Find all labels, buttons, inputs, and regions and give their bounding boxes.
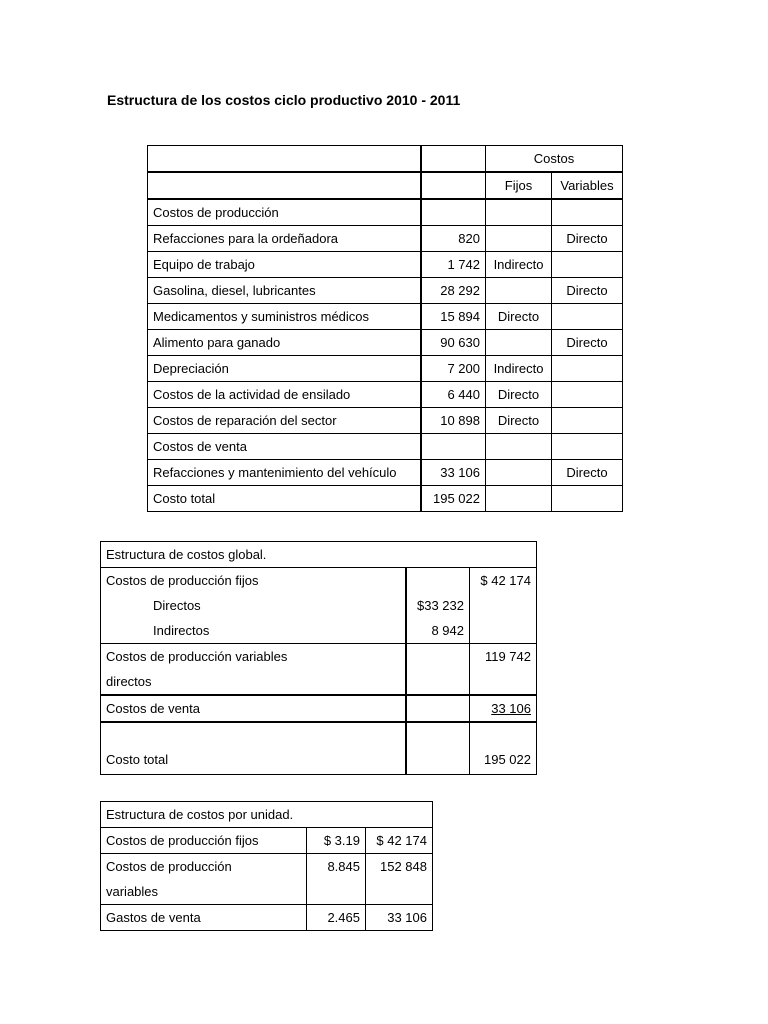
header-variables: Variables — [552, 172, 623, 199]
table-heading-row — [101, 802, 433, 828]
header-costos: Costos — [486, 146, 623, 173]
table-row: Costos de producción fijos $ 42 174 — [101, 568, 537, 594]
table-row: Refacciones para la ordeñadora 820 Directo — [148, 226, 623, 252]
table-row: Gastos de venta 2.465 33 106 — [101, 905, 433, 931]
table-row: Gasolina, diesel, lubricantes 28 292 Directo — [148, 278, 623, 304]
table-row: Costos de producción — [148, 199, 623, 226]
table-row: Indirectos 8 942 — [101, 618, 537, 644]
table-row: Alimento para ganado 90 630 Directo — [148, 330, 623, 356]
table-row: Costo total 195 022 — [148, 486, 623, 512]
global-cost-structure-table — [100, 541, 537, 775]
table-row: Refacciones y mantenimiento del vehículo 33 106 Directo — [148, 460, 623, 486]
table-row: Costos de reparación del sector 10 898 Directo — [148, 408, 623, 434]
table-row: Costos de la actividad de ensilado 6 440 Directo — [148, 382, 623, 408]
table-row: Costos de venta — [148, 434, 623, 460]
cost-structure-table — [147, 145, 623, 512]
table-row: Costos de producción fijos $ 3.19 $ 42 174 — [101, 828, 433, 854]
document-title: Estructura de los costos ciclo productivo 2010 - 2011 — [107, 92, 461, 108]
table-heading-row — [101, 542, 537, 568]
table-subheader-row — [148, 172, 623, 199]
unit-cost-structure-table — [100, 801, 433, 931]
table-header-row — [148, 146, 623, 173]
table-row: Depreciación 7 200 Indirecto — [148, 356, 623, 382]
table-row: Costos de venta 33 106 — [101, 695, 537, 722]
table-row: Equipo de trabajo 1 742 Indirecto — [148, 252, 623, 278]
table-row: Costo total 195 022 — [101, 722, 537, 775]
table-heading: Estructura de costos global. — [101, 542, 537, 568]
table-row: Directos $33 232 — [101, 593, 537, 618]
table-row: Costos de producción variables 8.845 152 848 — [101, 854, 433, 905]
header-fijos: Fijos — [486, 172, 552, 199]
table-row: Costos de producción variables directos 119 742 — [101, 644, 537, 696]
table-row: Medicamentos y suministros médicos 15 894 Directo — [148, 304, 623, 330]
table-heading: Estructura de costos por unidad. — [101, 802, 433, 828]
